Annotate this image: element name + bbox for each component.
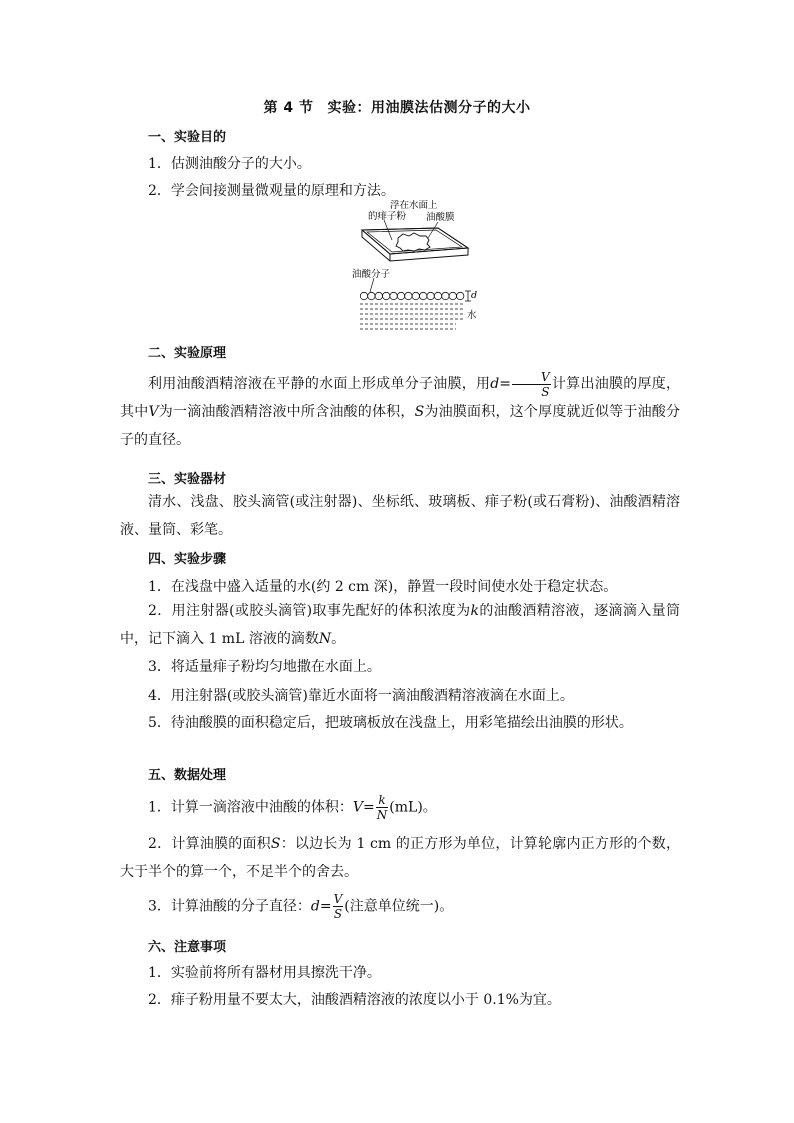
section-number: 第 4 节	[263, 100, 314, 116]
oil-film-blob	[396, 233, 430, 251]
heading-data: 五、数据处理	[148, 768, 227, 783]
oil-molecule	[397, 292, 404, 299]
label-d: d	[471, 290, 478, 301]
fraction-v-over-s-2	[333, 893, 344, 920]
heading-notes: 六、注意事项	[148, 940, 227, 955]
heading-purpose: 一、实验目的	[148, 130, 227, 145]
water-lines	[360, 304, 464, 329]
equals-sign-2: =	[363, 799, 375, 816]
step-4: 4．用注射器(或胶头滴管)靠近水面将一滴油酸酒精溶液滴在水面上。	[148, 688, 574, 704]
fraction-v-over-s	[512, 371, 551, 398]
oil-molecule	[442, 292, 449, 299]
note-1: 1．实验前将所有器材用具擦洗干净。	[148, 965, 381, 981]
oil-molecule	[412, 292, 419, 299]
label-oil-molecule: 油酸分子	[352, 269, 391, 280]
data-1-text-a: 1．计算一滴溶液中油酸的体积：	[148, 799, 353, 816]
var-V: V	[148, 404, 159, 420]
section-name: 实验：用油膜法估测分子的大小	[327, 100, 531, 116]
var-N: N	[318, 631, 332, 647]
equals-sign-3: =	[319, 898, 332, 915]
heading-equipment: 三、实验器材	[148, 472, 227, 487]
principle-paragraph	[120, 370, 680, 454]
note-2: 2．痱子粉用量不要太大，油酸酒精溶液的浓度以小于 0.1%为宜。	[148, 992, 561, 1008]
principle-text-a: 利用油酸酒精溶液在平静的水面上形成单分子油膜，用	[148, 376, 491, 392]
principle-text-d: 为油膜面积，这个厚度就近似等于油酸分子的直径。	[120, 404, 681, 448]
equals-sign: =	[499, 376, 511, 392]
step-1: 1．在浅盘中盛入适量的水(约 2 cm 深)，静置一段时间使水处于稳定状态。	[148, 579, 618, 595]
oil-molecule	[405, 292, 412, 299]
var-k: k	[470, 603, 479, 619]
heading-principle: 二、实验原理	[148, 346, 227, 361]
var-S: S	[414, 404, 425, 420]
oil-film-diagram	[350, 200, 480, 335]
principle-text-c: 为一滴油酸酒精溶液中所含油酸的体积，	[158, 404, 415, 420]
label-oil-film: 油酸膜	[426, 212, 455, 223]
data-2-text-a: 2．计算油膜的面积	[148, 836, 271, 852]
oil-molecule	[360, 292, 367, 299]
equipment-paragraph: 清水、浅盘、胶头滴管(或注射器)、坐标纸、玻璃板、痱子粉(或石膏粉)、油酸酒精溶液、量筒、彩笔。	[120, 494, 680, 538]
var-d-2: d	[310, 898, 320, 915]
var-d: d	[490, 376, 500, 392]
molecule-row	[360, 292, 464, 299]
frac-num-V: V	[333, 892, 343, 906]
step-2-text-a: 2．用注射器(或胶头滴管)取事先配好的体积浓度为	[148, 603, 471, 619]
label-powder-line1: 浮在水面上	[390, 200, 438, 211]
oil-molecule	[368, 292, 375, 299]
oil-molecule	[427, 292, 434, 299]
data-item-3	[148, 893, 453, 920]
data-2-text-b: ：以边长为 1 cm 的正方形为单位，计算轮廓内正方形的个数，大于半个的算一个，不足半个的舍去。	[120, 836, 680, 880]
step-5: 5．待油酸膜的面积稳定后，把玻璃板放在浅盘上，用彩笔描绘出油膜的形状。	[148, 715, 633, 731]
data-item-2	[120, 830, 680, 886]
oil-molecule	[390, 292, 397, 299]
oil-molecule	[434, 292, 441, 299]
label-powder-line2: 的痱子粉	[368, 211, 407, 222]
step-3: 3．将适量痱子粉均匀地撒在水面上。	[148, 659, 381, 675]
frac-den: S	[541, 384, 550, 399]
page-title	[0, 97, 794, 117]
oil-molecule	[449, 292, 456, 299]
frac-den-S: S	[333, 907, 343, 921]
heading-steps: 四、实验步骤	[148, 552, 227, 567]
oil-molecule	[457, 292, 464, 299]
frac-num: V	[512, 371, 551, 385]
data-3-text-b: (注意单位统一)。	[344, 898, 454, 915]
data-3-text-a: 3．计算油酸的分子直径：	[148, 898, 311, 915]
principle-text-b: 计算出油膜的厚度，其中	[120, 376, 681, 420]
oil-molecule	[383, 292, 390, 299]
var-V-2: V	[352, 799, 364, 816]
oil-molecule	[375, 292, 382, 299]
step-2	[120, 597, 680, 653]
label-water: 水	[467, 310, 477, 321]
data-1-text-b: (mL)。	[389, 799, 437, 816]
var-S-2: S	[270, 836, 281, 852]
purpose-item-2: 2．学会间接测量微观量的原理和方法。	[148, 183, 395, 199]
fraction-k-over-n	[376, 794, 389, 821]
oil-molecule	[420, 292, 427, 299]
frac-num-k: k	[376, 794, 389, 808]
step-2-text-b: 的油酸酒精溶液，逐滴滴入量筒中，记下滴入 1 mL 溶液的滴数	[120, 603, 680, 647]
frac-den-N: N	[376, 808, 388, 822]
step-2-text-c: 。	[331, 631, 346, 647]
purpose-item-1: 1．估测油酸分子的大小。	[148, 156, 311, 172]
data-item-1	[148, 794, 437, 821]
